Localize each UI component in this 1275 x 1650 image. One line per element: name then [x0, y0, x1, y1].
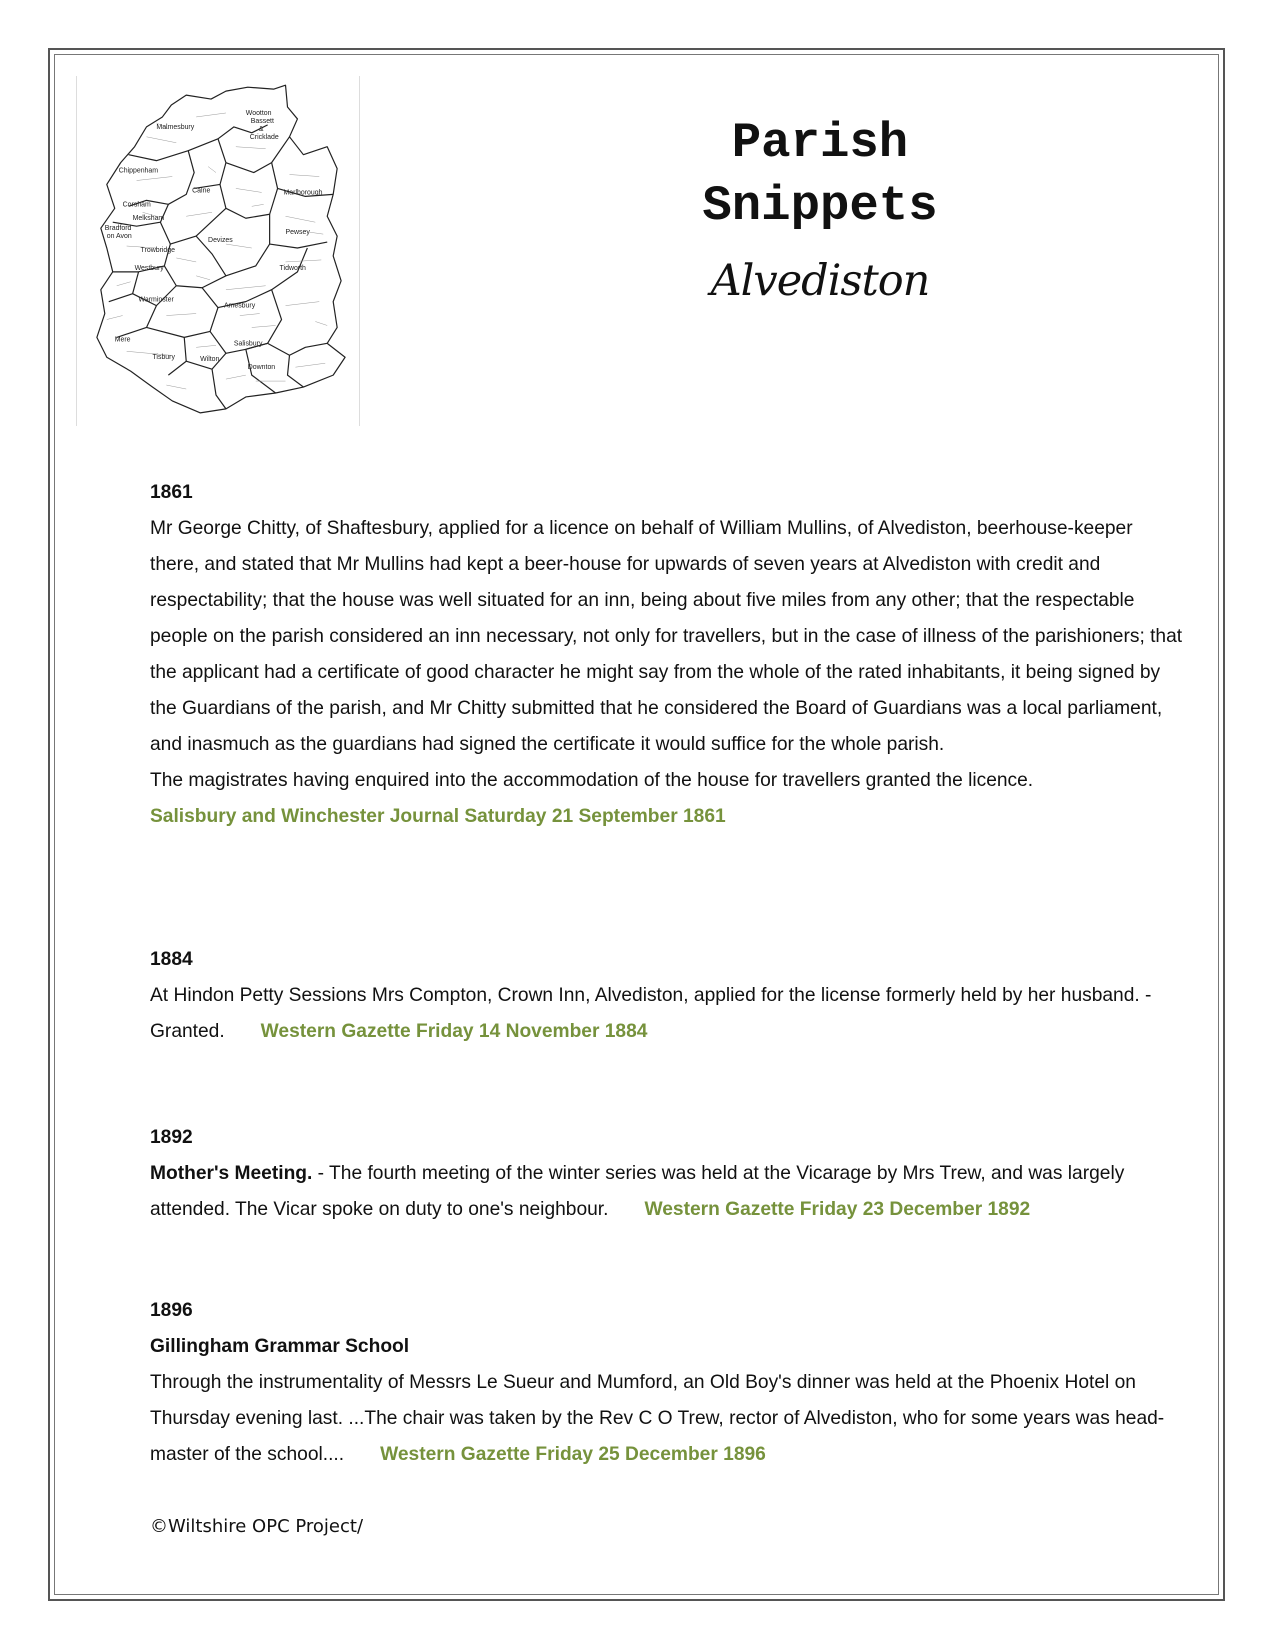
entry-heading: Gillingham Grammar School — [150, 1336, 410, 1357]
entry-1892 — [150, 1120, 1185, 1228]
svg-text:Amesbury: Amesbury — [223, 302, 256, 310]
entry-source: Western Gazette Friday 25 December 1896 — [380, 1444, 766, 1465]
svg-text:Corsham: Corsham — [122, 201, 151, 209]
entry-text: At Hindon Petty Sessions Mrs Compton, Crown Inn, Alvediston, applied for the license formerly held by her husband. - Granted. — [150, 985, 1152, 1042]
svg-text:Wootton: Wootton — [245, 109, 272, 117]
svg-text:Melksham: Melksham — [132, 215, 165, 223]
svg-text:Malmesbury: Malmesbury — [156, 123, 195, 131]
svg-text:&: & — [258, 125, 264, 133]
title-line-1: Parish — [731, 115, 909, 171]
svg-text:Marlborough: Marlborough — [283, 189, 323, 197]
entry-paragraph: The magistrates having enquired into the accommodation of the house for travellers granted the licence. — [150, 770, 1034, 791]
entry-source: Salisbury and Winchester Journal Saturday 21 September 1861 — [150, 806, 726, 827]
entry-year: 1884 — [150, 949, 193, 970]
svg-text:Tisbury: Tisbury — [152, 354, 175, 362]
svg-text:Devizes: Devizes — [208, 237, 233, 245]
svg-text:Pewsey: Pewsey — [285, 229, 310, 237]
svg-text:Westbury: Westbury — [134, 264, 164, 272]
svg-text:Calne: Calne — [192, 187, 211, 195]
entry-source: Western Gazette Friday 23 December 1892 — [644, 1199, 1031, 1220]
parish-name: Alvediston — [710, 256, 930, 306]
svg-text:Tidworth: Tidworth — [279, 264, 306, 272]
entry-year: 1896 — [150, 1300, 193, 1321]
svg-text:Cricklade: Cricklade — [249, 133, 279, 141]
entry-1896 — [150, 1293, 1185, 1473]
svg-text:Downton: Downton — [247, 364, 276, 372]
entry-1861 — [150, 475, 1185, 835]
title-block — [640, 112, 1000, 311]
svg-text:Salisbury: Salisbury — [233, 340, 263, 348]
svg-text:Bassett: Bassett — [250, 117, 274, 125]
entry-paragraph: Mr George Chitty, of Shaftesbury, applied for a licence on behalf of William Mullins, of Alvediston, beerhouse-keeper there, and stated that Mr Mullins had kept a beer-house for upwards of seven years at Alvediston with credit and respectability; that the house was well situated for an inn, being about five miles from any other; that the respectable people on the parish considered an inn necessary, not only for travellers, but in the case of illness of the parishioners; that the applicant had a certificate of good character he might say from the whole of the rated inhabitants, it being signed by the Guardians of the parish, and Mr Chitty submitted that he considered the Board of Guardians was a local parliament, and inasmuch as the guardians had signed the certificate it would suffice for the whole parish. — [150, 518, 1183, 755]
entry-text: - The fourth meeting of the winter series was held at the Vicarage by Mrs Trew, and was largely attended. The Vicar spoke on duty to one's neighbour. — [150, 1163, 1125, 1220]
entry-text: Through the instrumentality of Messrs Le Sueur and Mumford, an Old Boy's dinner was held at the Phoenix Hotel on Thursday evening last. ...The chair was taken by the Rev C O Trew, rector of Alvediston, who for some years was head-master of the school.... — [150, 1372, 1165, 1465]
svg-text:Mere: Mere — [114, 336, 131, 344]
title-line-2: Snippets — [702, 178, 938, 234]
svg-text:Chippenham: Chippenham — [118, 167, 159, 175]
svg-text:on Avon: on Avon — [106, 233, 132, 241]
svg-text:Trowbridge: Trowbridge — [140, 246, 176, 254]
copyright-footer: ©Wiltshire OPC Project/ — [150, 1516, 364, 1537]
entry-year: 1861 — [150, 482, 193, 503]
entry-heading: Mother's Meeting. — [150, 1163, 313, 1184]
wiltshire-map-image — [76, 76, 360, 426]
entry-1884 — [150, 942, 1185, 1050]
svg-text:Wilton: Wilton — [200, 356, 220, 364]
entry-year: 1892 — [150, 1127, 193, 1148]
svg-text:Bradford: Bradford — [104, 225, 132, 233]
svg-text:Warminster: Warminster — [138, 296, 174, 304]
entry-source: Western Gazette Friday 14 November 1884 — [260, 1021, 648, 1042]
